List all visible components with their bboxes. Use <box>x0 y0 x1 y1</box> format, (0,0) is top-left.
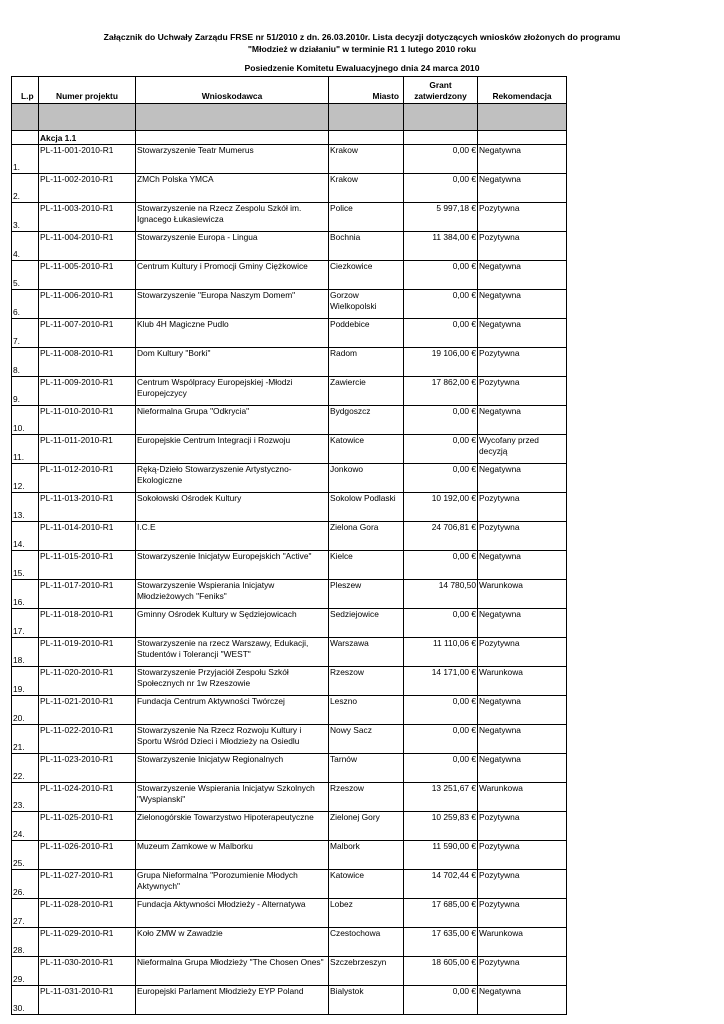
recommendation: Pozytywna <box>478 870 567 899</box>
project-number: PL-11-014-2010-R1 <box>39 522 136 551</box>
city: Malbork <box>329 841 404 870</box>
approved-grant: 0,00 € <box>404 696 478 725</box>
recommendation: Pozytywna <box>478 638 567 667</box>
row-number: 28. <box>12 928 39 957</box>
column-header-project-number: Numer projektu <box>39 77 136 104</box>
project-number: PL-11-008-2010-R1 <box>39 348 136 377</box>
row-number: 3. <box>12 203 39 232</box>
table-row <box>12 261 567 290</box>
approved-grant: 0,00 € <box>404 174 478 203</box>
city: Sokolow Podlaski <box>329 493 404 522</box>
project-number: PL-11-001-2010-R1 <box>39 145 136 174</box>
table-row <box>12 406 567 435</box>
applicant-name: Stowarzyszenie Wspierania Inicjatyw Młodzieżowych "Feniks" <box>136 580 329 609</box>
applicant-name: Nieformalna Grupa Młodzieży "The Chosen Ones" <box>136 957 329 986</box>
recommendation: Pozytywna <box>478 348 567 377</box>
applicant-name: Gminny Ośrodek Kultury w Sędziejowicach <box>136 609 329 638</box>
table-header-row <box>12 77 567 104</box>
shaded-separator-row <box>12 104 567 131</box>
city: Ciezkowice <box>329 261 404 290</box>
table-row <box>12 174 567 203</box>
approved-grant: 17 862,00 € <box>404 377 478 406</box>
city: Bialystok <box>329 986 404 1015</box>
project-number: PL-11-007-2010-R1 <box>39 319 136 348</box>
city: Radom <box>329 348 404 377</box>
recommendation: Pozytywna <box>478 377 567 406</box>
approved-grant: 5 997,18 € <box>404 203 478 232</box>
table-row <box>12 145 567 174</box>
row-number: 19. <box>12 667 39 696</box>
table-row <box>12 899 567 928</box>
applicant-name: Dom Kultury "Borki" <box>136 348 329 377</box>
project-number: PL-11-002-2010-R1 <box>39 174 136 203</box>
applicant-name: Stowarzyszenie Na Rzecz Rozwoju Kultury i Sportu Wśród Dzieci i Młodzieży na Osiedlu <box>136 725 329 754</box>
city: Bochnia <box>329 232 404 261</box>
row-number: 4. <box>12 232 39 261</box>
table-row <box>12 493 567 522</box>
approved-grant: 0,00 € <box>404 406 478 435</box>
applicant-name: Stowarzyszenie Teatr Mumerus <box>136 145 329 174</box>
applicant-name: Stowarzyszenie "Europa Naszym Domem" <box>136 290 329 319</box>
recommendation: Pozytywna <box>478 899 567 928</box>
column-header-recommendation: Rekomendacja <box>478 77 567 104</box>
city: Krakow <box>329 174 404 203</box>
applicant-name: Europejski Parlament Młodzieży EYP Poland <box>136 986 329 1015</box>
table-row <box>12 986 567 1015</box>
recommendation: Pozytywna <box>478 841 567 870</box>
city: Nowy Sacz <box>329 725 404 754</box>
applicant-name: ZMCh Polska YMCA <box>136 174 329 203</box>
recommendation: Negatywna <box>478 145 567 174</box>
row-number: 29. <box>12 957 39 986</box>
project-number: PL-11-028-2010-R1 <box>39 899 136 928</box>
table-row <box>12 783 567 812</box>
row-number: 26. <box>12 870 39 899</box>
table-row <box>12 232 567 261</box>
table-row <box>12 580 567 609</box>
project-number: PL-11-015-2010-R1 <box>39 551 136 580</box>
project-number: PL-11-013-2010-R1 <box>39 493 136 522</box>
project-number: PL-11-019-2010-R1 <box>39 638 136 667</box>
recommendation: Warunkowa <box>478 580 567 609</box>
project-number: PL-11-031-2010-R1 <box>39 986 136 1015</box>
recommendation: Negatywna <box>478 290 567 319</box>
applicant-name: Muzeum Zamkowe w Malborku <box>136 841 329 870</box>
city: Zawiercie <box>329 377 404 406</box>
city: Warszawa <box>329 638 404 667</box>
approved-grant: 11 590,00 € <box>404 841 478 870</box>
city: Sedziejowice <box>329 609 404 638</box>
applicant-name: Centrum Kultury i Promocji Gminy Ciężkowice <box>136 261 329 290</box>
table-row <box>12 464 567 493</box>
approved-grant: 0,00 € <box>404 725 478 754</box>
recommendation: Negatywna <box>478 464 567 493</box>
recommendation: Wycofany przed decyzją <box>478 435 567 464</box>
recommendation: Negatywna <box>478 551 567 580</box>
row-number: 27. <box>12 899 39 928</box>
city: Krakow <box>329 145 404 174</box>
approved-grant: 0,00 € <box>404 145 478 174</box>
row-number: 7. <box>12 319 39 348</box>
recommendation: Negatywna <box>478 609 567 638</box>
table-row <box>12 377 567 406</box>
row-number: 16. <box>12 580 39 609</box>
approved-grant: 0,00 € <box>404 986 478 1015</box>
project-number: PL-11-005-2010-R1 <box>39 261 136 290</box>
project-number: PL-11-029-2010-R1 <box>39 928 136 957</box>
city: Police <box>329 203 404 232</box>
project-number: PL-11-010-2010-R1 <box>39 406 136 435</box>
recommendation: Negatywna <box>478 696 567 725</box>
recommendation: Pozytywna <box>478 232 567 261</box>
section-label: Akcja 1.1 <box>39 131 136 145</box>
approved-grant: 24 706,81 € <box>404 522 478 551</box>
project-number: PL-11-026-2010-R1 <box>39 841 136 870</box>
applicant-name: Klub 4H Magiczne Pudlo <box>136 319 329 348</box>
row-number: 22. <box>12 754 39 783</box>
row-number: 25. <box>12 841 39 870</box>
recommendation: Warunkowa <box>478 783 567 812</box>
city: Bydgoszcz <box>329 406 404 435</box>
approved-grant: 14 702,44 € <box>404 870 478 899</box>
column-header-grant: Grant zatwierdzony <box>404 77 478 104</box>
project-number: PL-11-011-2010-R1 <box>39 435 136 464</box>
applicant-name: Fundacja Centrum Aktywności Twórczej <box>136 696 329 725</box>
table-row <box>12 638 567 667</box>
approved-grant: 11 110,06 € <box>404 638 478 667</box>
table-row <box>12 551 567 580</box>
city: Tarnów <box>329 754 404 783</box>
table-row <box>12 957 567 986</box>
approved-grant: 17 685,00 € <box>404 899 478 928</box>
city: Szczebrzeszyn <box>329 957 404 986</box>
city: Lobez <box>329 899 404 928</box>
row-number: 9. <box>12 377 39 406</box>
table-row <box>12 841 567 870</box>
project-number: PL-11-017-2010-R1 <box>39 580 136 609</box>
applicant-name: Centrum Wspólpracy Europejskiej -Młodzi Europejczycy <box>136 377 329 406</box>
approved-grant: 0,00 € <box>404 551 478 580</box>
applicant-name: I.C.E <box>136 522 329 551</box>
applicant-name: Sokołowski Ośrodek Kultury <box>136 493 329 522</box>
project-number: PL-11-020-2010-R1 <box>39 667 136 696</box>
row-number: 11. <box>12 435 39 464</box>
row-number: 1. <box>12 145 39 174</box>
applicant-name: Ręką-Dzieło Stowarzyszenie Artystyczno-Ekologiczne <box>136 464 329 493</box>
city: Pleszew <box>329 580 404 609</box>
table-row <box>12 348 567 377</box>
table-row <box>12 870 567 899</box>
table-row <box>12 696 567 725</box>
city: Katowice <box>329 435 404 464</box>
recommendation: Negatywna <box>478 406 567 435</box>
recommendation: Pozytywna <box>478 522 567 551</box>
column-header-applicant: Wnioskodawca <box>136 77 329 104</box>
approved-grant: 10 259,83 € <box>404 812 478 841</box>
row-number: 18. <box>12 638 39 667</box>
applicant-name: Stowarzyszenie na Rzecz Zespolu Szkół im. Ignacego Łukasiewicza <box>136 203 329 232</box>
meeting-subtitle: Posiedzenie Komitetu Ewaluacyjnego dnia 24 marca 2010 <box>244 63 480 73</box>
table-row <box>12 522 567 551</box>
project-number: PL-11-003-2010-R1 <box>39 203 136 232</box>
applicant-name: Stowarzyszenie Inicjatyw Regionalnych <box>136 754 329 783</box>
row-number: 24. <box>12 812 39 841</box>
city: Leszno <box>329 696 404 725</box>
recommendation: Warunkowa <box>478 928 567 957</box>
approved-grant: 17 635,00 € <box>404 928 478 957</box>
recommendation: Negatywna <box>478 261 567 290</box>
row-number: 6. <box>12 290 39 319</box>
applicant-name: Stowarzyszenie Inicjatyw Europejskich "Active" <box>136 551 329 580</box>
row-number: 23. <box>12 783 39 812</box>
decisions-table <box>11 76 567 1015</box>
approved-grant: 0,00 € <box>404 319 478 348</box>
project-number: PL-11-018-2010-R1 <box>39 609 136 638</box>
applicant-name: Fundacja Aktywności Młodzieży - Alternatywa <box>136 899 329 928</box>
row-number: 10. <box>12 406 39 435</box>
applicant-name: Zielonogórskie Towarzystwo Hipoterapeutyczne <box>136 812 329 841</box>
approved-grant: 0,00 € <box>404 464 478 493</box>
table-row <box>12 754 567 783</box>
table-row <box>12 203 567 232</box>
applicant-name: Koło ZMW w Zawadzie <box>136 928 329 957</box>
project-number: PL-11-025-2010-R1 <box>39 812 136 841</box>
project-number: PL-11-024-2010-R1 <box>39 783 136 812</box>
approved-grant: 10 192,00 € <box>404 493 478 522</box>
row-number: 2. <box>12 174 39 203</box>
row-number: 12. <box>12 464 39 493</box>
recommendation: Negatywna <box>478 725 567 754</box>
project-number: PL-11-021-2010-R1 <box>39 696 136 725</box>
column-header-lp: L.p <box>12 77 39 104</box>
recommendation: Pozytywna <box>478 203 567 232</box>
approved-grant: 0,00 € <box>404 290 478 319</box>
row-number: 14. <box>12 522 39 551</box>
city: Zielonej Gory <box>329 812 404 841</box>
approved-grant: 14 780,50 <box>404 580 478 609</box>
recommendation: Negatywna <box>478 319 567 348</box>
project-number: PL-11-030-2010-R1 <box>39 957 136 986</box>
recommendation: Negatywna <box>478 754 567 783</box>
row-number: 5. <box>12 261 39 290</box>
table-row <box>12 667 567 696</box>
city: Czestochowa <box>329 928 404 957</box>
row-number: 17. <box>12 609 39 638</box>
row-number: 21. <box>12 725 39 754</box>
project-number: PL-11-022-2010-R1 <box>39 725 136 754</box>
project-number: PL-11-012-2010-R1 <box>39 464 136 493</box>
recommendation: Negatywna <box>478 986 567 1015</box>
recommendation: Pozytywna <box>478 957 567 986</box>
city: Gorzow Wielkopolski <box>329 290 404 319</box>
project-number: PL-11-023-2010-R1 <box>39 754 136 783</box>
row-number: 30. <box>12 986 39 1015</box>
approved-grant: 0,00 € <box>404 754 478 783</box>
column-header-city: Miasto <box>329 77 404 104</box>
applicant-name: Nieformalna Grupa "Odkrycia" <box>136 406 329 435</box>
approved-grant: 0,00 € <box>404 261 478 290</box>
table-row <box>12 609 567 638</box>
table-row <box>12 812 567 841</box>
recommendation: Negatywna <box>478 174 567 203</box>
approved-grant: 18 605,00 € <box>404 957 478 986</box>
approved-grant: 13 251,67 € <box>404 783 478 812</box>
approved-grant: 14 171,00 € <box>404 667 478 696</box>
approved-grant: 19 106,00 € <box>404 348 478 377</box>
approved-grant: 11 384,00 € <box>404 232 478 261</box>
project-number: PL-11-027-2010-R1 <box>39 870 136 899</box>
applicant-name: Stowarzyszenie Wspierania Inicjatyw Szkolnych "Wyspianski" <box>136 783 329 812</box>
city: Zielona Gora <box>329 522 404 551</box>
document-title-line-2: "Młodzież w działaniu" w terminie R1 1 lutego 2010 roku <box>247 44 477 54</box>
applicant-name: Grupa Nieformalna "Porozumienie Młodych Aktywnych" <box>136 870 329 899</box>
city: Rzeszow <box>329 783 404 812</box>
section-row <box>12 131 567 145</box>
city: Poddebice <box>329 319 404 348</box>
city: Jonkowo <box>329 464 404 493</box>
recommendation: Pozytywna <box>478 493 567 522</box>
applicant-name: Europejskie Centrum Integracji i Rozwoju <box>136 435 329 464</box>
table-row <box>12 290 567 319</box>
document-title-line-1: Załącznik do Uchwały Zarządu FRSE nr 51/2010 z dn. 26.03.2010r. Lista decyzji dotyczących wniosków złożonych do programu <box>103 32 621 42</box>
city: Katowice <box>329 870 404 899</box>
row-number: 8. <box>12 348 39 377</box>
approved-grant: 0,00 € <box>404 609 478 638</box>
applicant-name: Stowarzyszenie na rzecz Warszawy, Edukacji, Studentów i Tolerancji "WEST" <box>136 638 329 667</box>
project-number: PL-11-009-2010-R1 <box>39 377 136 406</box>
table-row <box>12 435 567 464</box>
table-row <box>12 319 567 348</box>
applicant-name: Stowarzyszenie Europa - Lingua <box>136 232 329 261</box>
applicant-name: Stowarzyszenie Przyjaciół Zespołu Szkół Społecznych nr 1w Rzeszowie <box>136 667 329 696</box>
approved-grant: 0,00 € <box>404 435 478 464</box>
city: Rzeszow <box>329 667 404 696</box>
table-row <box>12 725 567 754</box>
city: Kielce <box>329 551 404 580</box>
row-number: 15. <box>12 551 39 580</box>
recommendation: Pozytywna <box>478 812 567 841</box>
recommendation: Warunkowa <box>478 667 567 696</box>
project-number: PL-11-006-2010-R1 <box>39 290 136 319</box>
row-number: 20. <box>12 696 39 725</box>
row-number: 13. <box>12 493 39 522</box>
table-row <box>12 928 567 957</box>
project-number: PL-11-004-2010-R1 <box>39 232 136 261</box>
